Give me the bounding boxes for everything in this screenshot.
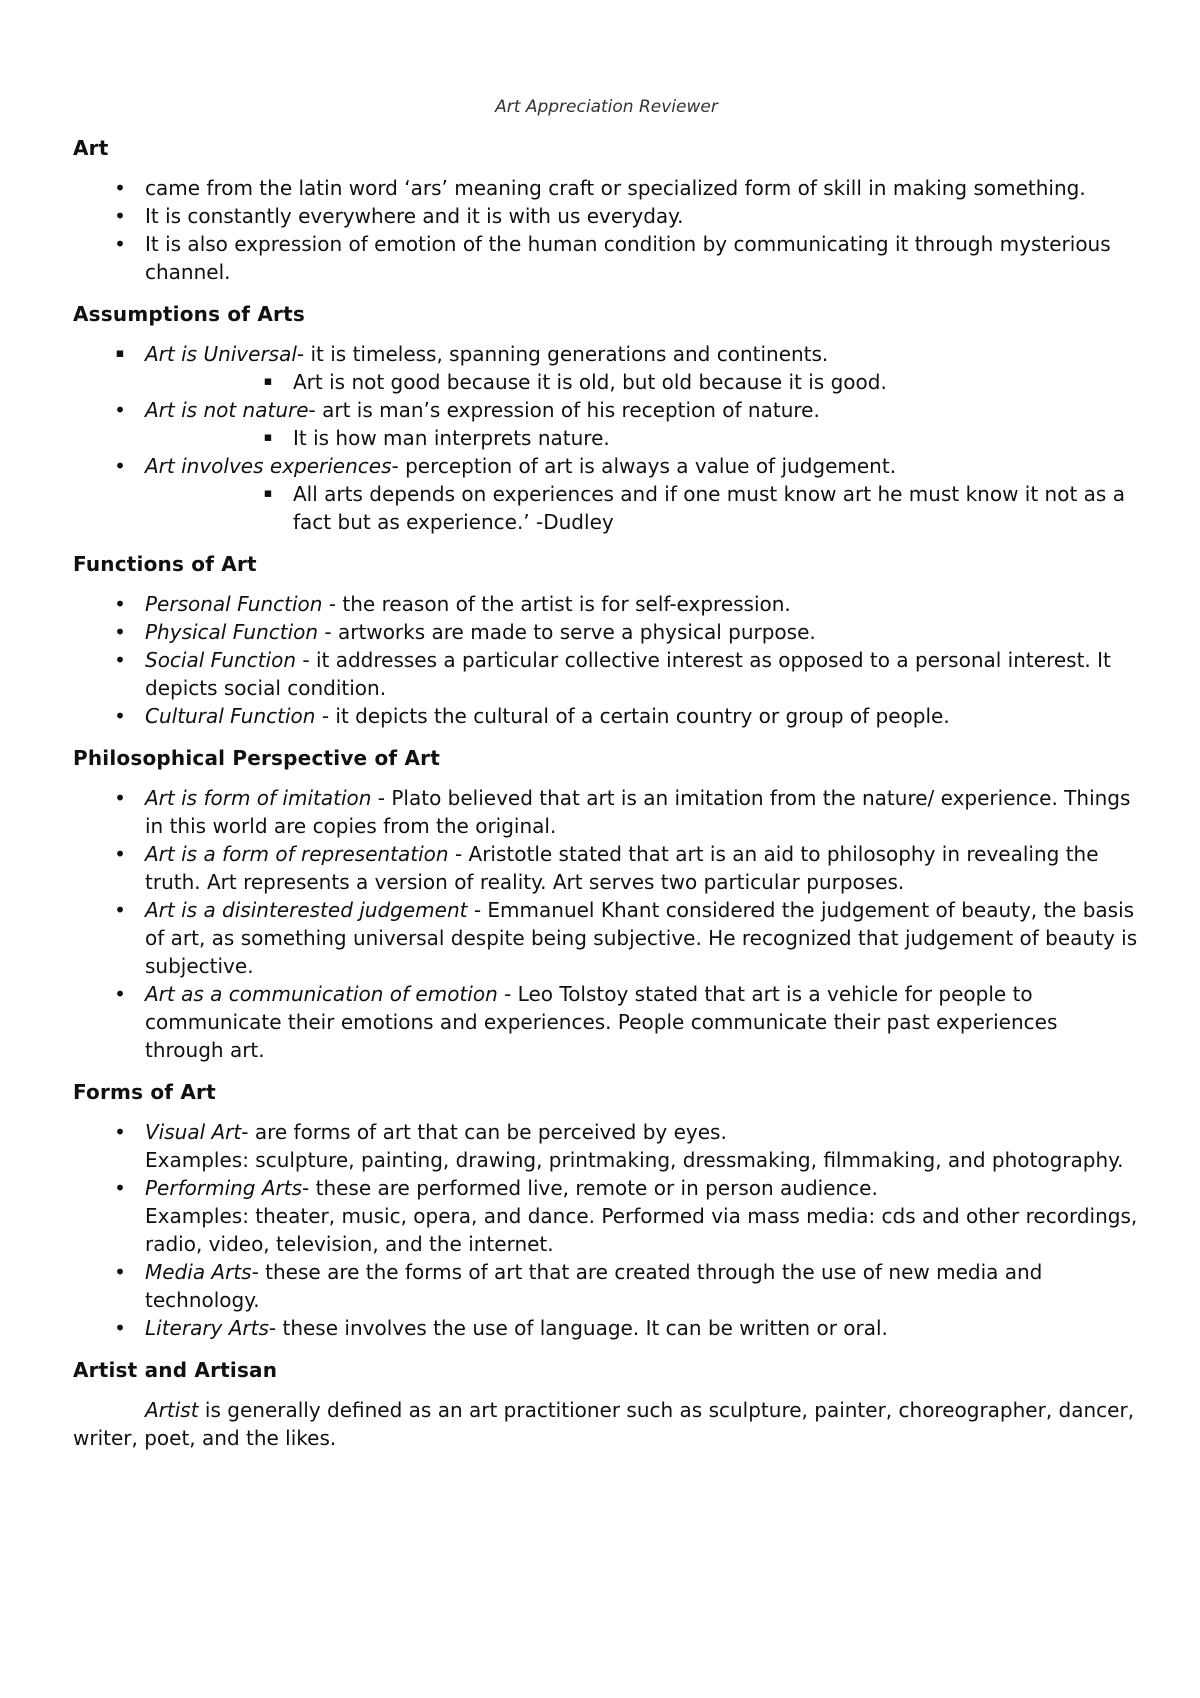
list-item: • Performing Arts- these are performed live, remote or in person audience. Examples: theater, music, opera, and dance. Performed via mass media: cds and other recordings, radio, video, television, and the internet. <box>73 1174 1140 1258</box>
bullet-icon: • <box>114 1316 126 1340</box>
sub-list-item: ▪ It is how man interprets nature. <box>73 424 1140 452</box>
bullet-icon: • <box>114 1260 126 1284</box>
bullet-icon: • <box>114 176 126 200</box>
list-item: • It is constantly everywhere and it is with us everyday. <box>73 202 1140 230</box>
square-bullet-icon: ▪ <box>115 346 125 361</box>
list-item: • Art is a disinterested judgement - Emmanuel Khant considered the judgement of beauty, the basis of art, as something universal despite being subjective. He recognized that judgement of beauty is subjective. <box>73 896 1140 980</box>
examples-text: Examples: sculpture, painting, drawing, printmaking, dressmaking, filmmaking, and photography. <box>145 1148 1124 1172</box>
artist-paragraph: Artist is generally defined as an art practitioner such as sculpture, painter, choreographer, dancer, writer, poet, and the likes. <box>73 1398 1135 1450</box>
bullet-icon: • <box>114 620 126 644</box>
forms-list <box>73 1118 1140 1342</box>
list-item: • Personal Function - the reason of the artist is for self-expression. <box>73 590 1140 618</box>
bullet-icon: • <box>114 648 126 672</box>
square-bullet-icon: ▪ <box>263 374 273 389</box>
art-list <box>73 174 1140 286</box>
bullet-icon: • <box>114 232 126 256</box>
section-heading-forms: Forms of Art <box>73 1080 216 1104</box>
list-item: • Literary Arts- these involves the use of language. It can be written or oral. <box>73 1314 1140 1342</box>
list-item: • Media Arts- these are the forms of art that are created through the use of new media and technology. <box>73 1258 1140 1314</box>
list-item: • Art as a communication of emotion - Leo Tolstoy stated that art is a vehicle for people to communicate their emotions and experiences. People communicate their past experiences through art. <box>73 980 1140 1064</box>
bullet-icon: • <box>114 454 126 478</box>
bullet-icon: • <box>114 898 126 922</box>
section-heading-functions: Functions of Art <box>73 552 257 576</box>
philosophical-list <box>73 784 1140 1064</box>
list-item: • Art is form of imitation - Plato believed that art is an imitation from the nature/ experience. Things in this world are copies from the original. <box>73 784 1140 840</box>
sub-list-item: ▪ All arts depends on experiences and if one must know art he must know it not as a fact but as experience.’ -Dudley <box>73 480 1140 536</box>
bullet-icon: • <box>114 1176 126 1200</box>
section-heading-art: Art <box>73 136 109 160</box>
bullet-icon: • <box>114 204 126 228</box>
bullet-icon: • <box>114 704 126 728</box>
list-item: • Art involves experiences- perception of art is always a value of judgement. <box>73 452 1140 480</box>
bullet-icon: • <box>114 982 126 1006</box>
examples-text: Examples: theater, music, opera, and dance. Performed via mass media: cds and other recordings, radio, video, television, and the internet. <box>145 1204 1138 1256</box>
bullet-icon: • <box>114 398 126 422</box>
section-heading-assumptions: Assumptions of Arts <box>73 302 305 326</box>
list-item: • came from the latin word ‘ars’ meaning craft or specialized form of skill in making something. <box>73 174 1140 202</box>
list-item: • Cultural Function - it depicts the cultural of a certain country or group of people. <box>73 702 1140 730</box>
assumptions-list <box>73 340 1140 536</box>
bullet-icon: • <box>114 786 126 810</box>
list-item: • Social Function - it addresses a particular collective interest as opposed to a personal interest. It depicts social condition. <box>73 646 1140 702</box>
list-item: • Art is not nature- art is man’s expression of his reception of nature. <box>73 396 1140 424</box>
list-item: • Physical Function - artworks are made to serve a physical purpose. <box>73 618 1140 646</box>
section-heading-philosophical: Philosophical Perspective of Art <box>73 746 440 770</box>
page-header-title: Art Appreciation Reviewer <box>495 97 718 117</box>
square-bullet-icon: ▪ <box>263 486 273 501</box>
bullet-icon: • <box>114 842 126 866</box>
bullet-icon: • <box>114 592 126 616</box>
list-item: • Visual Art- are forms of art that can be perceived by eyes. Examples: sculpture, painting, drawing, printmaking, dressmaking, filmmaking, and photography. <box>73 1118 1140 1174</box>
list-item: • Art is a form of representation - Aristotle stated that art is an aid to philosophy in revealing the truth. Art represents a version of reality. Art serves two particular purposes. <box>73 840 1140 896</box>
bullet-icon: • <box>114 1120 126 1144</box>
sub-list-item: ▪ Art is not good because it is old, but old because it is good. <box>73 368 1140 396</box>
section-heading-artist: Artist and Artisan <box>73 1358 278 1382</box>
list-item: ▪ Art is Universal- it is timeless, spanning generations and continents. <box>73 340 1140 368</box>
list-item: • It is also expression of emotion of the human condition by communicating it through mysterious channel. <box>73 230 1140 286</box>
square-bullet-icon: ▪ <box>263 430 273 445</box>
functions-list <box>73 590 1140 730</box>
